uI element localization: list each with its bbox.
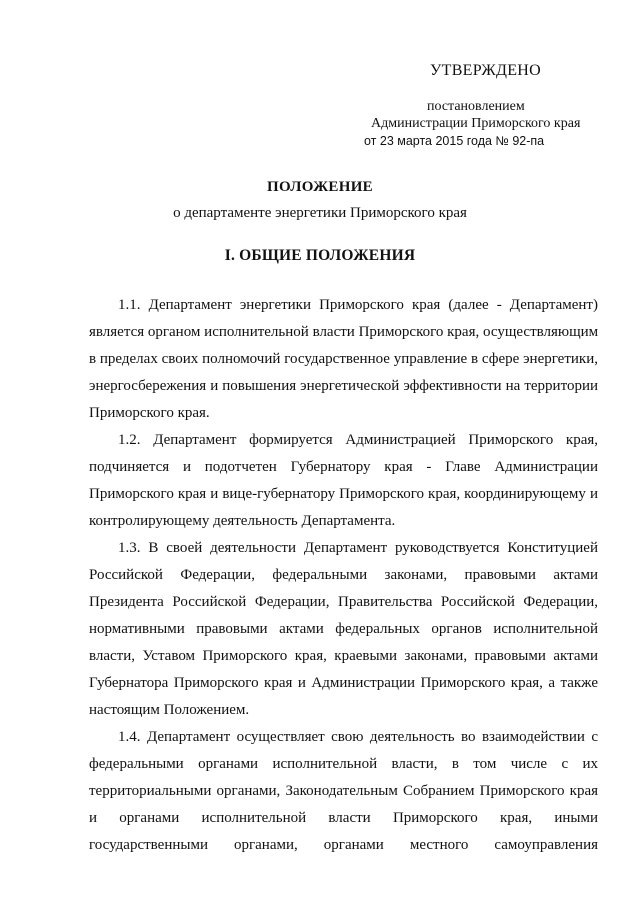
text-line: Приморского края. (89, 405, 210, 421)
text-line: государственными органами, органами местного самоуправления (89, 837, 598, 853)
approval-line-1: постановлением (427, 99, 525, 114)
approval-title: УТВЕРЖДЕНО (430, 62, 542, 79)
text-line: контролирующему деятельность Департамента. (89, 513, 396, 529)
text-line: в пределах своих полномочий государственное управление в сфере энергетики, (89, 351, 598, 367)
text-line: 1.4. Департамент осуществляет свою деятельность во взаимодействии с (118, 729, 598, 745)
text-line: Губернатора Приморского края и Администрации Приморского края, а также (89, 675, 598, 691)
text-line: энергосбережения и повышения энергетической эффективности на территории (89, 378, 598, 394)
text-line: территориальными органами, Законодательным Собранием Приморского края (89, 783, 598, 799)
text-line: власти, Уставом Приморского края, краевыми законами, правовыми актами (89, 648, 598, 664)
text-line: нормативными правовыми актами федеральных органов исполнительной (89, 621, 598, 637)
text-line: является органом исполнительной власти Приморского края, осуществляющим (89, 324, 599, 340)
text-line: 1.2. Департамент формируется Администрацией Приморского края, (118, 432, 598, 448)
text-line: 1.1. Департамент энергетики Приморского края (далее - Департамент) (118, 297, 598, 313)
approval-line-3: от 23 марта 2015 года № 92-па (364, 134, 545, 148)
text-line: 1.3. В своей деятельности Департамент руководствуется Конституцией (118, 540, 598, 556)
text-line: федеральными органами исполнительной власти, в том числе с их (89, 756, 598, 772)
approval-stamp (0, 0, 640, 200)
text-line: подчиняется и подотчетен Губернатору края - Главе Администрации (89, 459, 598, 475)
document-title: ПОЛОЖЕНИЕ (267, 179, 373, 195)
text-line: Президента Российской Федерации, Правительства Российской Федерации, (89, 594, 598, 610)
text-line: Российской Федерации, федеральными законами, правовыми актами (89, 567, 598, 583)
text-line: и органами исполнительной власти Приморского края, иными (89, 810, 598, 826)
text-line: Приморского края и вице-губернатору Приморского края, координирующему и (89, 486, 598, 502)
approval-line-2: Администрации Приморского края (371, 116, 581, 131)
document-subtitle: о департаменте энергетики Приморского края (173, 205, 467, 221)
section-title: I. ОБЩИЕ ПОЛОЖЕНИЯ (224, 247, 416, 264)
text-line: настоящим Положением. (89, 702, 250, 718)
